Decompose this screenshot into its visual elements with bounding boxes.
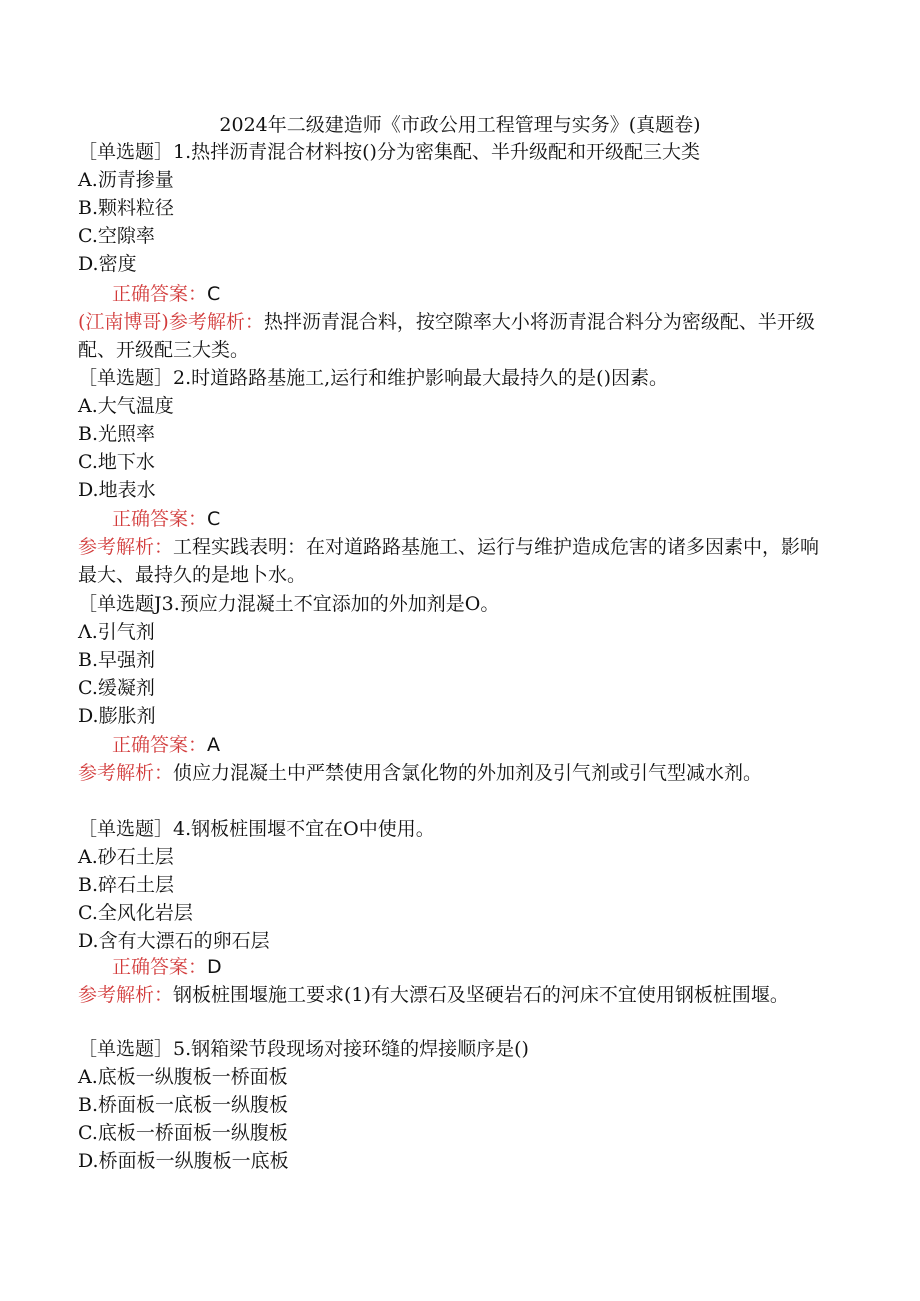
question-2-option-b: B.光照率: [78, 423, 156, 445]
question-5-option-c: C.底板一桥面板一纵腹板: [78, 1122, 288, 1144]
question-4-option-b: B.碎石土层: [78, 874, 175, 896]
answer-label: 正确答案：: [112, 508, 208, 530]
analysis-label: 参考解析：: [78, 536, 174, 558]
question-1-option-a: A.沥青掺量: [78, 169, 174, 191]
question-1-option-c: C.空隙率: [78, 225, 155, 247]
answer-value: C: [207, 283, 221, 305]
question-4-option-d: D.含有大漂石的卵石层: [78, 930, 270, 952]
analysis-text: 热拌沥青混合料，按空隙率大小将沥青混合料分为密级配、半开级配、开级配三大类。: [78, 311, 815, 361]
question-4-analysis: [78, 981, 828, 1009]
question-5-stem: [78, 1035, 838, 1063]
answer-label: 正确答案：: [112, 283, 208, 305]
analysis-label: 参考解析：: [78, 762, 174, 784]
question-4-option-c: C.全风化岩层: [78, 902, 193, 924]
question-type-tag: ［单选题］: [78, 1038, 174, 1060]
answer-value: C: [207, 508, 221, 530]
question-3-option-c: C.缓凝剂: [78, 677, 155, 699]
analysis-label: 参考解析：: [78, 984, 174, 1006]
question-3-analysis: [78, 759, 828, 787]
analysis-label: (江南博哥)参考解析：: [78, 311, 264, 333]
question-5-option-a: A.底板一纵腹板一桥面板: [78, 1066, 288, 1088]
question-2-analysis: [78, 533, 828, 589]
analysis-text: 工程实践表明：在对道路路基施工、运行与维护造成危害的诸多因素中，影响最大、最持久的是地卜水。: [78, 536, 820, 586]
question-4-answer: [112, 953, 872, 981]
question-text: 4.钢板桩围堰不宜在O中使用。: [173, 818, 435, 840]
question-2-option-c: C.地下水: [78, 451, 155, 473]
answer-label: 正确答案：: [112, 734, 208, 756]
question-1-analysis: [78, 308, 828, 364]
question-3-option-d: D.膨胀剂: [78, 705, 156, 727]
question-2-answer: [112, 505, 872, 533]
question-4-stem: [78, 815, 838, 843]
question-3-answer: [112, 731, 872, 759]
question-type-tag: ［单选题J: [78, 593, 162, 615]
answer-value: A: [207, 734, 221, 756]
question-5-option-d: D.桥面板一纵腹板一底板: [78, 1150, 289, 1172]
question-1-option-b: B.颗料粒径: [78, 197, 175, 219]
question-1-stem: [78, 138, 838, 166]
question-text: 2.时道路路基施工,运行和维护影响最大最持久的是()因素。: [173, 367, 669, 389]
question-3-stem: [78, 590, 838, 618]
document-title: 2024年二级建造师《市政公用工程管理与实务》(真题卷): [219, 114, 701, 136]
question-type-tag: ［单选题］: [78, 367, 174, 389]
answer-value: D: [207, 956, 222, 978]
question-2-stem: [78, 364, 838, 392]
question-5-option-b: B.桥面板一底板一纵腹板: [78, 1094, 289, 1116]
question-text: 5.钢箱梁节段现场对接环缝的焊接顺序是(): [173, 1038, 529, 1060]
answer-label: 正确答案：: [112, 956, 208, 978]
question-3-option-a: Λ.引气剂: [78, 621, 155, 643]
question-1-answer: [112, 280, 872, 308]
analysis-text: 侦应力混凝土中严禁使用含氯化物的外加剂及引气剂或引气型减水剂。: [173, 762, 763, 784]
question-4-option-a: A.砂石土层: [78, 846, 174, 868]
question-type-tag: ［单选题］: [78, 141, 174, 163]
question-1-option-d: D.密度: [78, 253, 137, 275]
question-3-option-b: B.早强剂: [78, 649, 156, 671]
question-text: 1.热拌沥青混合材料按()分为密集配、半升级配和开级配三大类: [173, 141, 700, 163]
question-text: 3.预应力混凝土不宜添加的外加剂是O。: [161, 593, 500, 615]
question-2-option-a: A.大气温度: [78, 395, 174, 417]
question-type-tag: ［单选题］: [78, 818, 174, 840]
analysis-text: 钢板桩围堰施工要求(1)有大漂石及坚硬岩石的河床不宜使用钢板桩围堰。: [173, 984, 789, 1006]
question-2-option-d: D.地表水: [78, 479, 156, 501]
